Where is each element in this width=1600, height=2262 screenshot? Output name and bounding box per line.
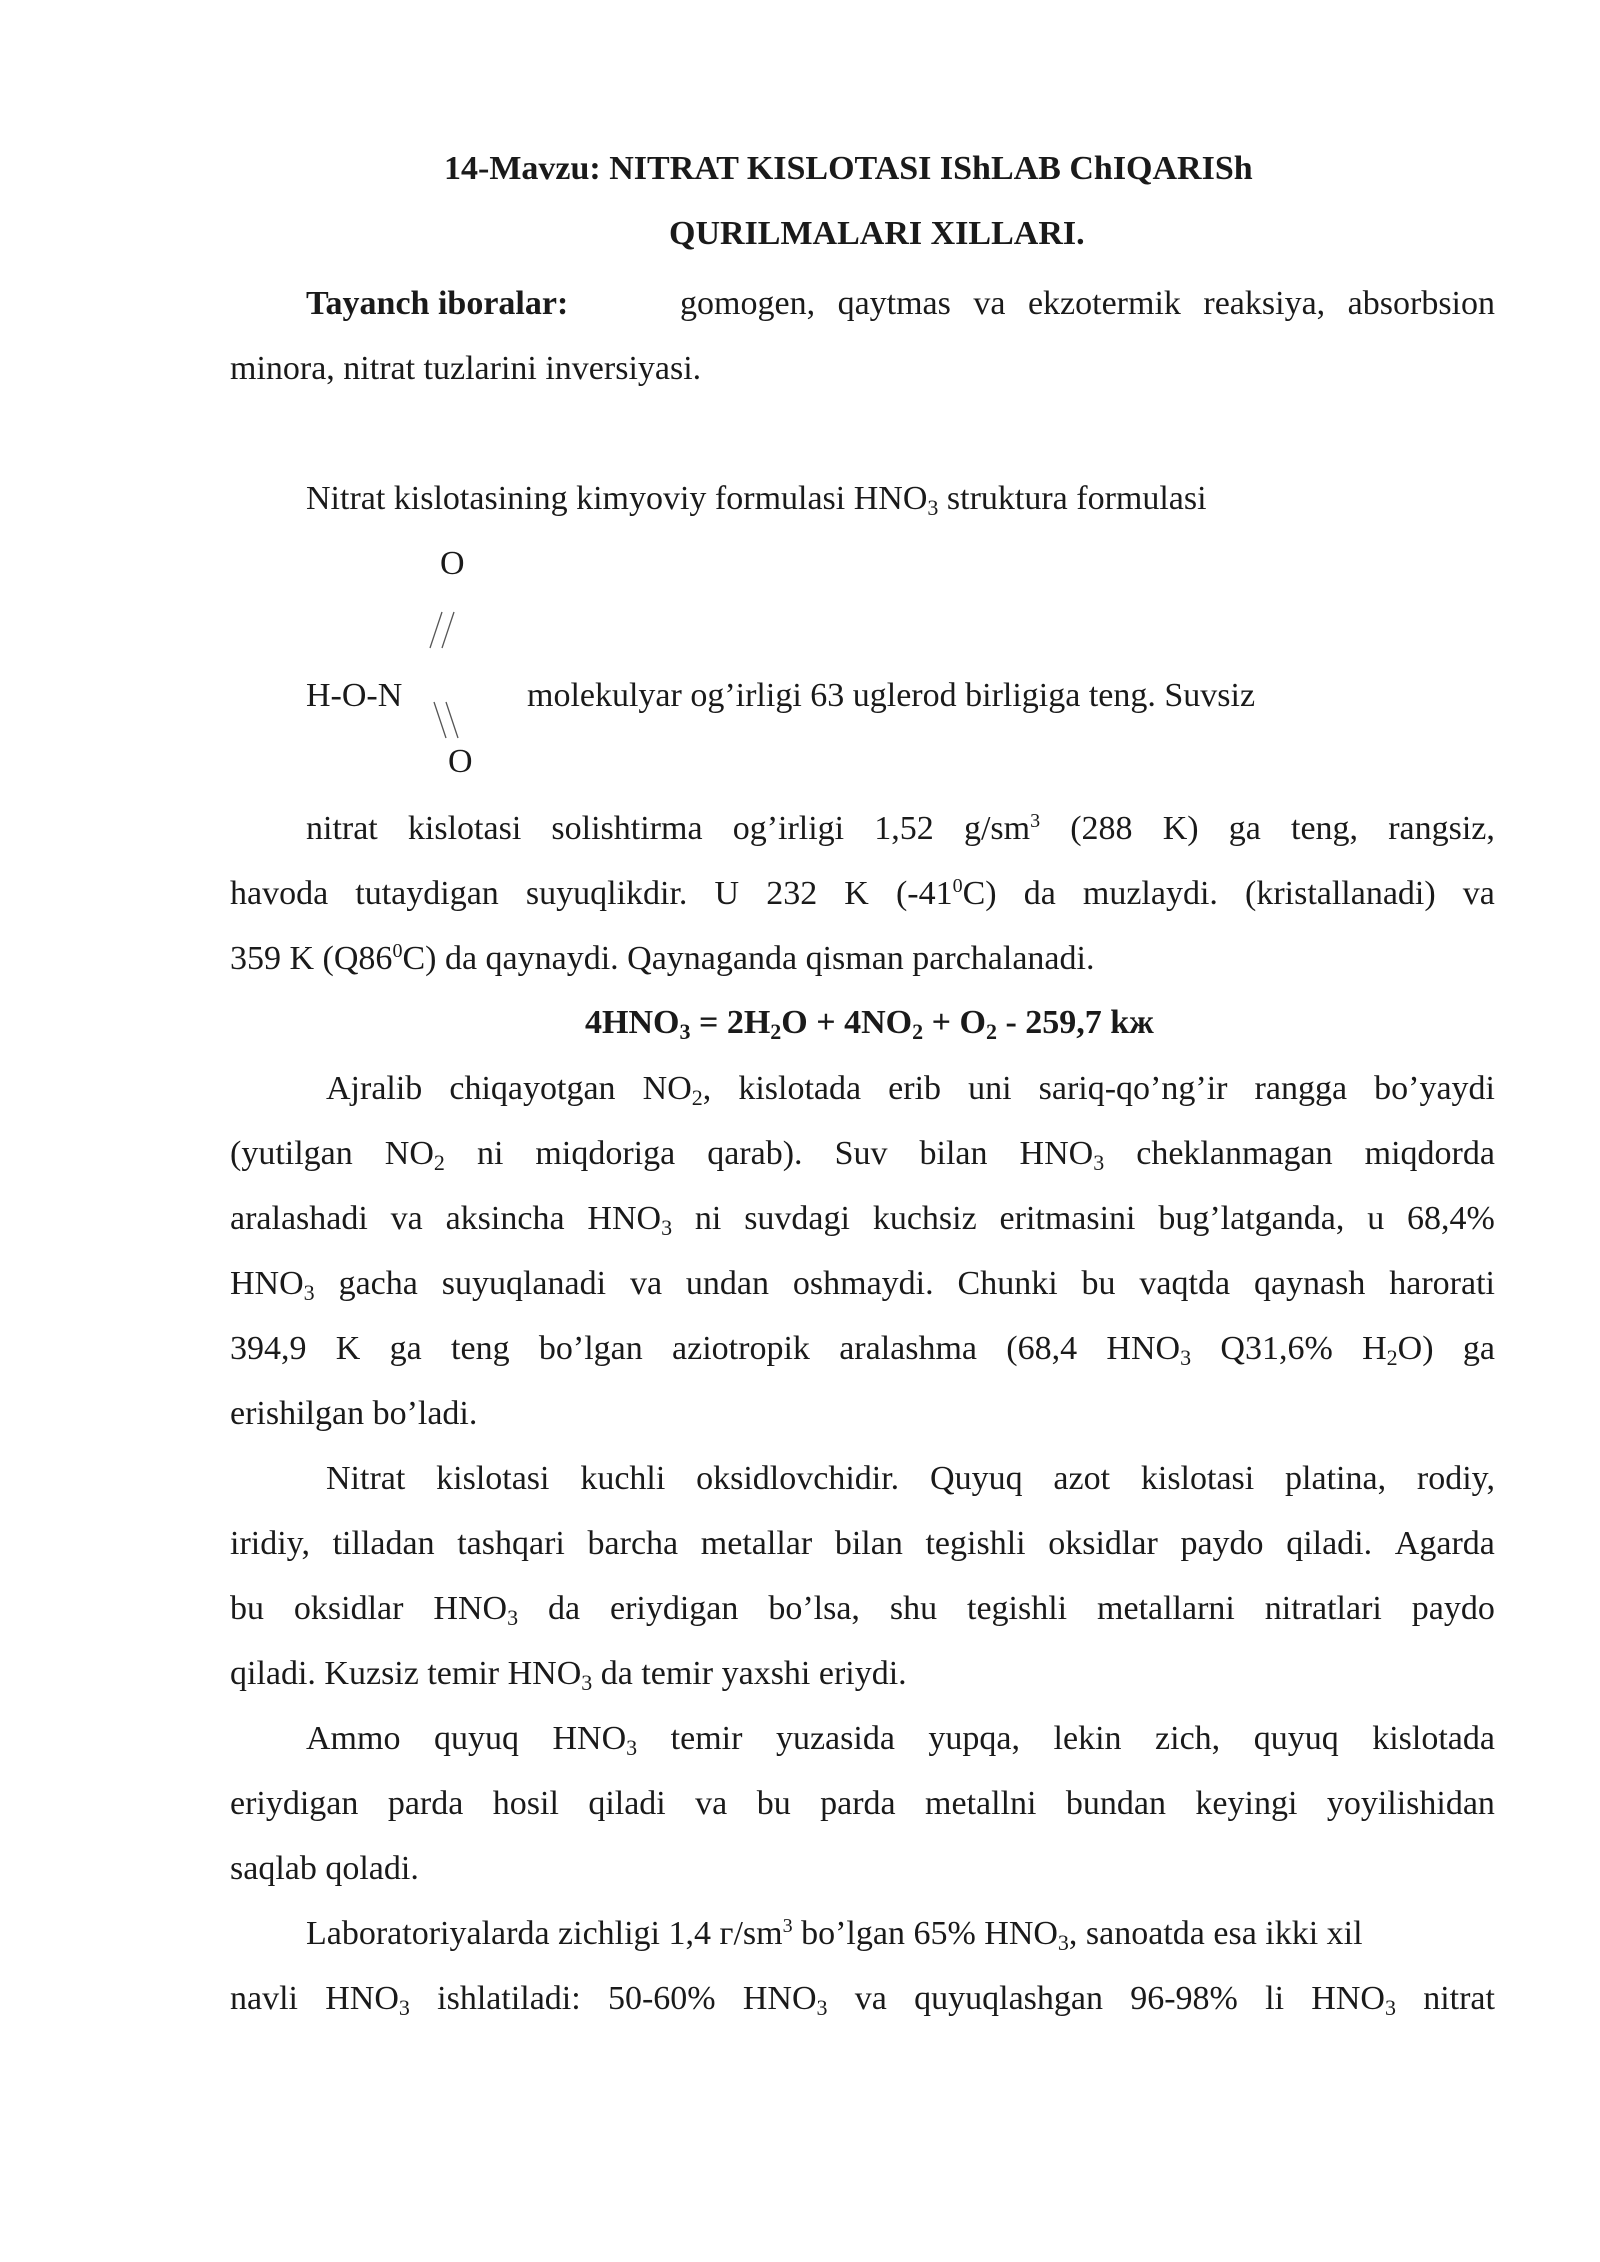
word: qiladi.: [1286, 1525, 1373, 1562]
word: platina,: [1285, 1460, 1387, 1497]
p4-line-2: [230, 1785, 1495, 1823]
word: eriydigan: [610, 1590, 739, 1627]
subscript: 3: [507, 1605, 519, 1630]
word: undan: [685, 1265, 770, 1302]
word: [385, 1135, 445, 1173]
word: kuchsiz: [872, 1200, 977, 1237]
superscript: 3: [782, 1915, 793, 1937]
word: quyuq: [1253, 1720, 1339, 1757]
word: bilan: [834, 1525, 903, 1562]
subscript: 3: [661, 1215, 673, 1240]
word: chiqayotgan: [449, 1070, 616, 1107]
double-bonds: [420, 600, 480, 750]
word: da: [547, 1590, 581, 1627]
eq-sub: 2: [770, 1019, 782, 1044]
superscript: 0: [392, 940, 403, 962]
word: aksincha: [445, 1200, 565, 1237]
text: C) da qaynaydi. Qaynaganda qisman parchalanadi.: [402, 940, 1095, 977]
word: Q31,6%: [1220, 1330, 1333, 1367]
word: li: [1265, 1980, 1285, 2017]
word: kislotada: [1372, 1720, 1495, 1757]
eq-part: = 2H: [690, 1004, 771, 1041]
word: oksidlar: [1048, 1525, 1158, 1562]
superscript: 0: [952, 875, 963, 897]
p1-line-1: [306, 810, 1495, 848]
eq-sub: 2: [912, 1019, 924, 1044]
eq-part: 4HNO: [585, 1004, 680, 1041]
word: kislotasi: [407, 810, 522, 847]
word-part: HNO: [742, 1980, 817, 2017]
p2-line-4: [230, 1265, 1495, 1303]
p4-line-1: [306, 1720, 1495, 1758]
word: Agarda: [1394, 1525, 1495, 1562]
word: parda: [820, 1785, 896, 1822]
word: qaynash: [1253, 1265, 1366, 1302]
word: va: [629, 1265, 663, 1302]
p4-line-3: saqlab qoladi.: [230, 1850, 419, 1887]
text: da temir yaxshi eriydi.: [592, 1655, 907, 1692]
word: bug’latganda,: [1158, 1200, 1345, 1237]
word: kislotasi: [436, 1460, 550, 1497]
word-part: HNO: [1106, 1330, 1181, 1367]
word-part: C): [962, 875, 997, 912]
word: (yutilgan: [230, 1135, 353, 1172]
word: zich,: [1155, 1720, 1221, 1757]
keywords-label: Tayanch iboralar:: [306, 285, 569, 322]
formula-intro-text: Nitrat kislotasining kimyoviy formulasi HNO: [306, 480, 928, 517]
word: quyuq: [433, 1720, 519, 1757]
word: hosil: [492, 1785, 559, 1822]
oxygen-bottom: O: [448, 743, 473, 780]
word-part: ,: [702, 1070, 712, 1107]
word: harorati: [1389, 1265, 1495, 1302]
word: eritmasini: [999, 1200, 1136, 1237]
formula-intro: [306, 480, 1207, 518]
word: kislotada: [738, 1070, 862, 1107]
p3-line-1: [326, 1460, 1495, 1498]
word: bu: [756, 1785, 791, 1822]
word-part: O): [1397, 1330, 1434, 1367]
word: va: [1462, 875, 1495, 912]
word: bo’lsa,: [768, 1590, 860, 1627]
word: [743, 1980, 828, 2018]
word: K: [844, 875, 869, 912]
word: va: [390, 1200, 423, 1237]
word: kuchli: [580, 1460, 666, 1497]
word: tashqari: [457, 1525, 565, 1562]
word: ga: [389, 1330, 422, 1367]
word-part: HNO: [230, 1265, 304, 1302]
word: ishlatiladi:: [437, 1980, 581, 2017]
word: keyingi: [1195, 1785, 1298, 1822]
word-part: HNO: [433, 1590, 508, 1627]
word-part: HNO: [552, 1720, 627, 1757]
word: oshmaydi.: [792, 1265, 934, 1302]
subscript: 3: [1180, 1345, 1192, 1370]
word: qarab).: [707, 1135, 803, 1172]
title-text-1: 14-Mavzu: NITRAT KISLOTASI IShLAB ChIQARISh: [444, 150, 1253, 187]
eq-part: O + 4NO: [781, 1004, 913, 1041]
word: metallni: [925, 1785, 1037, 1822]
p5-line-1: [306, 1915, 1363, 1953]
word: paydo: [1180, 1525, 1264, 1562]
p2-line-3: [230, 1200, 1495, 1238]
word: paydo: [1411, 1590, 1495, 1627]
hon-group: H-O-N: [306, 677, 403, 714]
word: 68,4%: [1407, 1200, 1495, 1237]
word: qiladi: [588, 1785, 666, 1822]
word: suyuqlikdir.: [525, 875, 688, 912]
subscript: 2: [1386, 1345, 1398, 1370]
word: miqdoriga: [535, 1135, 676, 1172]
p3-line-2: [230, 1525, 1495, 1563]
word-part: NO: [384, 1135, 434, 1172]
word: iridiy,: [230, 1525, 310, 1562]
word: 50-60%: [607, 1980, 716, 2017]
word: K: [335, 1330, 361, 1367]
eq-part: - 259,7 kж: [996, 1004, 1154, 1041]
word: Chunki: [957, 1265, 1058, 1302]
word-part: HNO: [1019, 1135, 1094, 1172]
word: U: [714, 875, 740, 912]
word: [552, 1720, 637, 1758]
text: bo’lgan 65% HNO: [792, 1915, 1058, 1952]
structure-side-text: molekulyar og’irligi 63 uglerod birligiga teng. Suvsiz: [527, 677, 1256, 714]
word-part: H: [1362, 1330, 1387, 1367]
word: kislotasi: [1140, 1460, 1255, 1497]
word: [1311, 1980, 1396, 2018]
word: [1106, 1330, 1191, 1368]
formula-intro-after: struktura formulasi: [938, 480, 1207, 517]
text: 359 K (Q86: [230, 940, 393, 977]
word: 1,52: [874, 810, 934, 847]
word: rangga: [1254, 1070, 1348, 1107]
p2-line-6: erishilgan bo’ladi.: [230, 1395, 478, 1432]
word: da: [1023, 875, 1056, 912]
word: azot: [1053, 1460, 1111, 1497]
word: solishtirma: [551, 810, 703, 847]
word: bu: [230, 1590, 264, 1627]
word: metallar: [700, 1525, 813, 1562]
subscript: 3: [1384, 1995, 1396, 2020]
word: uni: [968, 1070, 1012, 1107]
word: bilan: [919, 1135, 988, 1172]
superscript: 3: [1030, 810, 1041, 832]
word: quyuqlashgan: [914, 1980, 1103, 2017]
keywords-line-2: minora, nitrat tuzlarini inversiyasi.: [230, 350, 702, 387]
eq-sub: 2: [985, 1019, 997, 1044]
word: suyuqlanadi: [441, 1265, 607, 1302]
word: teng: [451, 1330, 510, 1367]
word: va: [695, 1785, 728, 1822]
word: [587, 1200, 672, 1238]
word: havoda: [230, 875, 329, 912]
word: suvdagi: [744, 1200, 850, 1237]
word: muzlaydi.: [1082, 875, 1218, 912]
word: bo’yaydi: [1374, 1070, 1495, 1107]
p2-line-1: [326, 1070, 1495, 1108]
word: Ammo: [306, 1720, 401, 1757]
word: parda: [387, 1785, 464, 1822]
p1-line-2: [230, 875, 1495, 913]
word: metallarni: [1097, 1590, 1235, 1627]
text: qiladi. Kuzsiz temir HNO: [230, 1655, 582, 1692]
word: (288: [1070, 810, 1133, 847]
word: ni: [476, 1135, 504, 1172]
word: eriydigan: [230, 1785, 359, 1822]
word: tilladan: [332, 1525, 435, 1562]
word: [896, 875, 997, 913]
word: tegishli: [967, 1590, 1068, 1627]
word: nitratlari: [1264, 1590, 1382, 1627]
word: og’irligi: [732, 810, 845, 847]
word: (kristallanadi): [1245, 875, 1436, 912]
word: nitrat: [306, 810, 378, 847]
word: K): [1162, 810, 1199, 847]
p5-line-2: [230, 1980, 1495, 2018]
word: rangsiz,: [1388, 810, 1495, 847]
word: shu: [889, 1590, 938, 1627]
word: tegishli: [925, 1525, 1026, 1562]
word: [964, 810, 1040, 848]
formula-intro-sub: 3: [927, 495, 939, 520]
word: Nitrat: [326, 1460, 406, 1497]
text: Laboratoriyalarda zichligi 1,4 г/sm: [306, 1915, 783, 1952]
word: 394,9: [230, 1330, 307, 1367]
p3-line-3: [230, 1590, 1495, 1628]
word: u: [1367, 1200, 1385, 1237]
word-part: HNO: [325, 1980, 399, 2017]
word: bu: [1081, 1265, 1116, 1302]
word: teng,: [1291, 810, 1359, 847]
p2-line-5: [230, 1330, 1495, 1368]
word-part: g/sm: [963, 810, 1031, 847]
p2-line-2: [230, 1135, 1495, 1173]
word: aralashadi: [230, 1200, 368, 1237]
word: navli: [230, 1980, 298, 2017]
subscript: 3: [626, 1735, 638, 1760]
word: aziotropik: [672, 1330, 810, 1367]
word-part: HNO: [1311, 1980, 1385, 2017]
word: aralashma: [839, 1330, 977, 1367]
word: [1362, 1330, 1433, 1368]
word: rodiy,: [1416, 1460, 1495, 1497]
word: oksidlar: [293, 1590, 404, 1627]
word: yuzasida: [775, 1720, 895, 1757]
subscript: 2: [433, 1150, 445, 1175]
word: [433, 1590, 518, 1628]
subscript: 3: [303, 1280, 315, 1305]
word: ga: [1462, 1330, 1495, 1367]
reaction-equation: [585, 1004, 1154, 1042]
word: Quyuq: [930, 1460, 1023, 1497]
word: erib: [888, 1070, 942, 1107]
word: 96-98%: [1130, 1980, 1238, 2017]
word: va: [854, 1980, 887, 2017]
word: sariq-qo’ng’ir: [1038, 1070, 1228, 1107]
subscript: 2: [691, 1085, 703, 1110]
word: bo’lgan: [538, 1330, 643, 1367]
word: oksidlovchidir.: [696, 1460, 900, 1497]
subscript: 3: [1057, 1930, 1069, 1955]
word-part: (-41: [895, 875, 953, 912]
word: bundan: [1065, 1785, 1166, 1822]
word: lekin: [1053, 1720, 1122, 1757]
eq-part: + O: [923, 1004, 986, 1041]
word: Ajralib: [326, 1070, 423, 1107]
keywords-text-1: gomogen, qaytmas va ekzotermik reaksiya, absorbsion: [680, 285, 1495, 322]
word: Suv: [834, 1135, 888, 1172]
word: miqdorda: [1364, 1135, 1495, 1172]
word: vaqtda: [1139, 1265, 1231, 1302]
word: temir: [670, 1720, 743, 1757]
subscript: 3: [1093, 1150, 1105, 1175]
p1-line-3: [230, 940, 1094, 978]
word: [325, 1980, 410, 2018]
subscript: 3: [398, 1995, 410, 2020]
word: [643, 1070, 712, 1108]
word-part: HNO: [587, 1200, 662, 1237]
p3-line-4: [230, 1655, 907, 1693]
keywords-line-1: [306, 285, 1495, 323]
word: cheklanmagan: [1136, 1135, 1333, 1172]
word: barcha: [587, 1525, 679, 1562]
subscript: 3: [581, 1670, 593, 1695]
text: , sanoatda esa ikki xil: [1068, 1915, 1363, 1952]
word: tutaydigan: [355, 875, 499, 912]
oxygen-top: O: [440, 545, 465, 582]
word: gacha: [338, 1265, 418, 1302]
word: yoyilishidan: [1326, 1785, 1495, 1822]
word: [1020, 1135, 1105, 1173]
word: (68,4: [1006, 1330, 1078, 1367]
word: [230, 1265, 315, 1303]
word: nitrat: [1423, 1980, 1495, 2017]
word: yupqa,: [928, 1720, 1021, 1757]
title-text-2: QURILMALARI XILLARI.: [669, 215, 1085, 252]
word: ni: [694, 1200, 722, 1237]
eq-sub: 3: [679, 1019, 691, 1044]
subscript: 3: [816, 1995, 828, 2020]
word: ga: [1228, 810, 1261, 847]
word-part: NO: [642, 1070, 692, 1107]
word: 232: [766, 875, 818, 912]
